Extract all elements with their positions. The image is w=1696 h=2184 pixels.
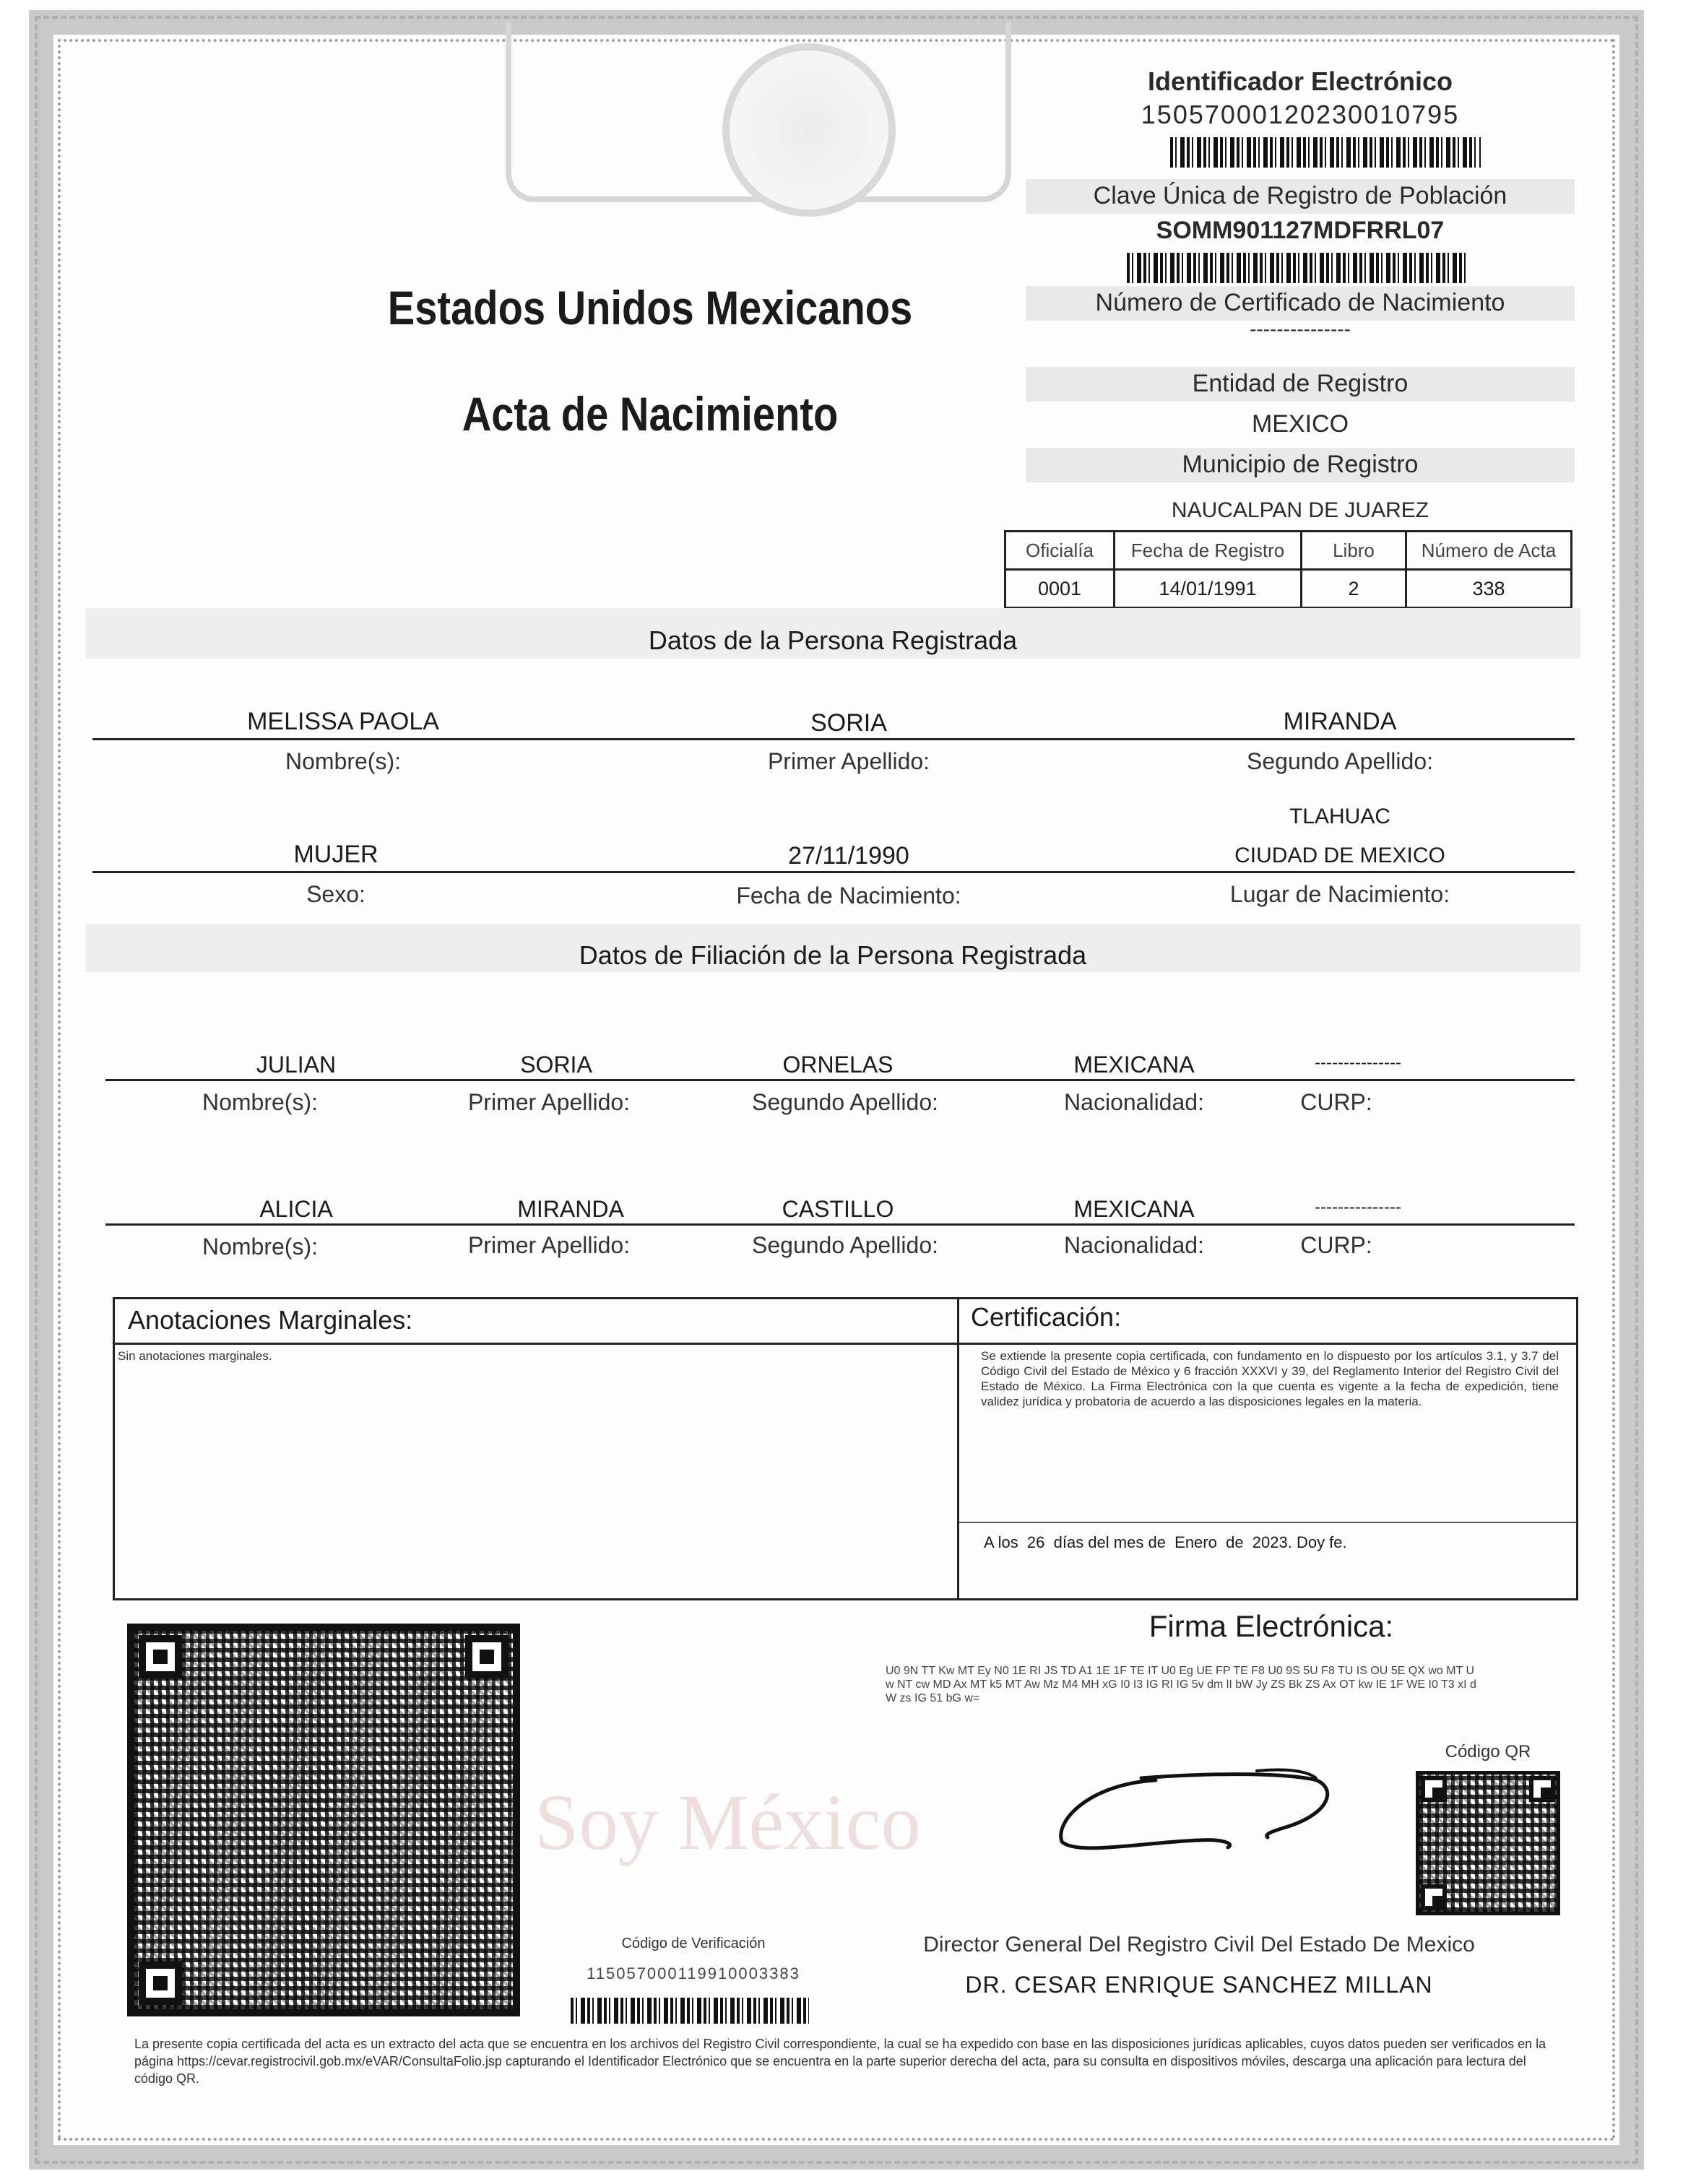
qr-finder xyxy=(1529,1776,1555,1802)
birth-date-label: Fecha de Nacimiento: xyxy=(736,883,961,909)
father-second-surname: ORNELAS xyxy=(782,1052,894,1078)
father-second-surname-label: Segundo Apellido: xyxy=(752,1089,938,1115)
filiation-section-title: Datos de Filiación de la Persona Registrada xyxy=(579,940,1087,970)
mother-curp-label: CURP: xyxy=(1300,1232,1372,1258)
person-section-title: Datos de la Persona Registrada xyxy=(648,625,1018,655)
birth-date-value: 27/11/1990 xyxy=(788,842,909,870)
mother-nationality-label: Nacionalidad: xyxy=(1064,1232,1204,1258)
qr-finder xyxy=(465,1635,509,1678)
divider xyxy=(105,1223,1575,1226)
curp-value: SOMM901127MDFRRL07 xyxy=(1156,217,1445,244)
father-given-names: JULIAN xyxy=(256,1052,337,1078)
father-curp-label: CURP: xyxy=(1300,1089,1372,1115)
verification-barcode xyxy=(571,1998,809,2024)
first-surname-value: SORIA xyxy=(810,709,887,737)
director-title: Director General Del Registro Civil Del Estado De Mexico xyxy=(923,1933,1475,1956)
birth-place-label: Lugar de Nacimiento: xyxy=(1229,881,1450,907)
second-surname-label: Segundo Apellido: xyxy=(1247,748,1433,774)
mother-second-surname: CASTILLO xyxy=(782,1196,894,1222)
annotations-panel xyxy=(113,1297,959,1600)
registration-date-header: Fecha de Registro xyxy=(1115,532,1302,570)
curp-label: Clave Única de Registro de Población xyxy=(1093,182,1507,209)
mother-nationality: MEXICANA xyxy=(1073,1196,1195,1222)
signature-qr xyxy=(1416,1771,1560,1915)
curp-barcode xyxy=(1127,253,1466,283)
father-first-surname-label: Primer Apellido: xyxy=(467,1089,631,1115)
mother-first-surname-label: Primer Apellido: xyxy=(467,1232,631,1258)
country-title: Estados Unidos Mexicanos xyxy=(387,281,913,334)
qr-finder xyxy=(139,1635,182,1678)
watermark: Soy México xyxy=(535,1778,921,1866)
father-curp: --------------- xyxy=(1315,1053,1401,1072)
father-first-surname: SORIA xyxy=(520,1052,592,1078)
mother-given-names: ALICIA xyxy=(259,1196,333,1222)
father-given-names-label: Nombre(s): xyxy=(202,1089,318,1115)
handwritten-signature xyxy=(1047,1762,1365,1878)
divider xyxy=(92,738,1575,740)
certificate-label: Número de Certificado de Nacimiento xyxy=(1095,289,1505,316)
birth-place-line1: TLAHUAC xyxy=(1289,805,1391,828)
verification-label: Código de Verificación xyxy=(621,1936,766,1951)
office-header: Oficialía xyxy=(1005,532,1115,570)
mother-given-names-label: Nombre(s): xyxy=(202,1234,318,1260)
certification-panel xyxy=(957,1297,1578,1600)
first-surname-label: Primer Apellido: xyxy=(767,748,930,774)
act-number-value: 338 xyxy=(1406,570,1572,608)
sex-value: MUJER xyxy=(293,841,378,868)
municipality-label: Municipio de Registro xyxy=(1182,451,1419,478)
divider xyxy=(959,1522,1576,1523)
verification-qr xyxy=(127,1624,520,2016)
certificate-value: --------------- xyxy=(1250,318,1351,340)
director-name: DR. CESAR ENRIQUE SANCHEZ MILLAN xyxy=(965,1972,1433,1998)
divider xyxy=(115,1343,957,1345)
registry-table xyxy=(1004,530,1572,609)
mother-first-surname: MIRANDA xyxy=(517,1196,624,1222)
mother-second-surname-label: Segundo Apellido: xyxy=(752,1232,938,1258)
mother-curp: --------------- xyxy=(1315,1197,1401,1217)
qr-finder xyxy=(1421,1884,1447,1910)
given-names-value: MELISSA PAOLA xyxy=(247,708,439,735)
entity-label: Entidad de Registro xyxy=(1192,370,1409,397)
signature-hash: U0 9N TT Kw MT Ey N0 1E RI JS TD A1 1E 1F TE IT U0 Eg UE FP TE F8 U0 9S 5U F8 TU IS OU 5E QX wo MT Uw NT cw MD Ax MT k5 MT Aw Mz M4 MH xG I0 I3 IG RI IG 5v dm lI bW Jy ZS Bk ZS Ax OT kw IE 1F WE I0 T3 xI dW zs IG 51 bG w= xyxy=(886,1665,1476,1704)
qr-finder xyxy=(1421,1776,1447,1802)
document-title: Acta de Nacimiento xyxy=(462,387,839,441)
birth-place-line2: CIUDAD DE MEXICO xyxy=(1234,844,1445,867)
divider xyxy=(959,1343,1576,1345)
certification-text: Se extiende la presente copia certificada, con fundamento en lo dispuesto por los artículos 3.1, y 3.7 del Código Civil del Estado de México y 6 fracción XXXVI y 39, del Reglamento Interior del Registro Civil del Estado de México. La Firma Electrónica con la que cuenta es vigente a la fecha de expedición, tiene validez jurídica y probatoria de acuerdo a las disposiciones legales en la materia. xyxy=(981,1349,1559,1408)
father-nationality-label: Nacionalidad: xyxy=(1064,1089,1204,1115)
municipality-value: NAUCALPAN DE JUAREZ xyxy=(1171,498,1429,522)
given-names-label: Nombre(s): xyxy=(285,748,401,774)
book-value: 2 xyxy=(1302,570,1406,608)
sex-label: Sexo: xyxy=(306,881,365,907)
annotations-title: Anotaciones Marginales: xyxy=(128,1305,413,1335)
certification-title: Certificación: xyxy=(971,1302,1122,1332)
divider xyxy=(105,1079,1575,1081)
verification-code: 115057000119910003383 xyxy=(587,1964,800,1982)
second-surname-value: MIRANDA xyxy=(1283,708,1397,735)
book-header: Libro xyxy=(1302,532,1406,570)
entity-value: MEXICO xyxy=(1251,410,1349,438)
act-number-header: Número de Acta xyxy=(1406,532,1572,570)
qr-label: Código QR xyxy=(1445,1742,1531,1762)
registration-date-value: 14/01/1991 xyxy=(1115,570,1302,608)
office-value: 0001 xyxy=(1005,570,1115,608)
footer-legal-text: La presente copia certificada del acta es un extracto del acta que se encuentra en los archivos del Registro Civil correspondiente, la cual se ha expedido con base en las disposiciones jurídicas aplicables, cuyos datos pueden ser verificados en la página https://cevar.registrocivil.gob.mx/eVAR/ConsultaFolio.jsp capturando el Identificador Electrónico que se encuentra en la parte superior derecha del acta, para su consulta en dispositivos móviles, descarga una aplicación para lectura del código QR. xyxy=(134,2037,1546,2086)
electronic-id-value: 15057000120230010795 xyxy=(1141,100,1460,129)
annotations-text: Sin anotaciones marginales. xyxy=(118,1349,272,1363)
electronic-id-barcode xyxy=(1170,137,1481,168)
signature-title: Firma Electrónica: xyxy=(1148,1609,1394,1643)
certification-date: A los 26 días del mes de Enero de 2023. Doy fe. xyxy=(984,1533,1347,1551)
national-seal xyxy=(722,43,896,217)
electronic-id-label: Identificador Electrónico xyxy=(1147,66,1453,96)
divider xyxy=(92,871,1575,873)
qr-finder xyxy=(139,1962,182,2005)
father-nationality: MEXICANA xyxy=(1073,1052,1195,1078)
